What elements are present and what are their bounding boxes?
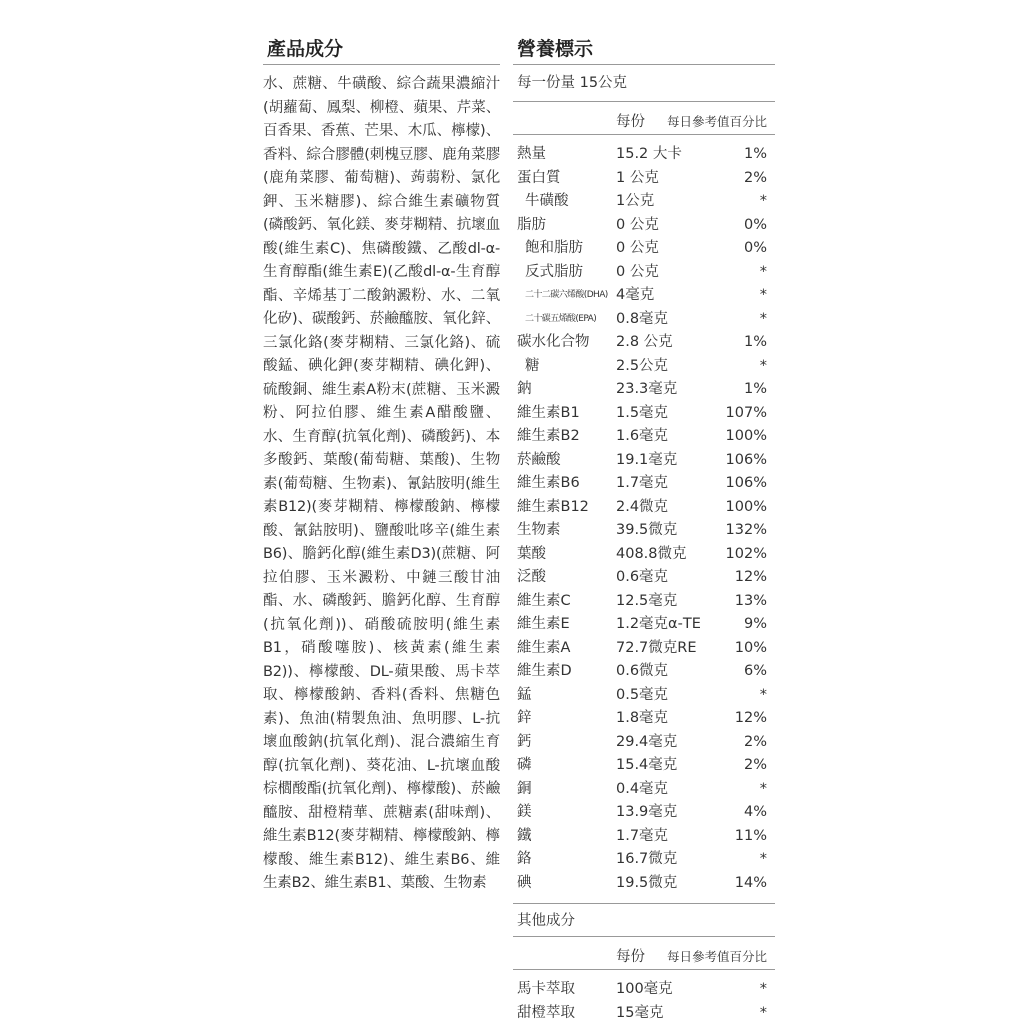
nutrient-name: 維生素D (517, 663, 572, 679)
nutrient-daily-value: 9% (743, 616, 767, 632)
nutrient-name: 飽和脂肪 (525, 240, 583, 256)
nutrition-column (513, 34, 775, 1033)
nutrient-daily-value: 132% (725, 522, 767, 538)
nutrient-daily-value: 106% (725, 451, 767, 468)
other-ingredients-title: 其他成分 (517, 913, 575, 929)
nutrient-name: 維生素B2 (517, 428, 580, 444)
nutrient-name: 糖 (525, 357, 540, 374)
nutrient-name: 生物素 (517, 522, 561, 538)
nutrient-amount: 4毫克 (616, 287, 655, 303)
nutrient-daily-value: 12% (734, 710, 767, 726)
table-row (513, 778, 775, 802)
nutrient-name: 碘 (517, 874, 532, 891)
table-row (513, 978, 775, 1002)
nutrient-name: 錳 (517, 686, 532, 703)
nutrient-amount: 0.5毫克 (616, 686, 669, 703)
nutrition-column-header (513, 102, 775, 134)
table-row (513, 143, 775, 167)
nutrient-name: 葉酸 (517, 545, 546, 562)
nutrient-amount: 15.2 大卡 (616, 146, 682, 162)
table-row (513, 613, 775, 637)
nutrient-name: 維生素E (517, 616, 570, 632)
table-row (513, 214, 775, 238)
nutrient-amount: 2.5公克 (616, 357, 669, 374)
nutrient-amount: 13.9毫克 (616, 804, 678, 820)
nutrient-amount: 100毫克 (616, 981, 673, 997)
nutrient-name: 牛磺酸 (525, 193, 569, 209)
ingredients-title: 產品成分 (267, 38, 344, 60)
nutrient-amount: 72.7微克RE (616, 639, 697, 656)
table-row (513, 449, 775, 473)
nutrient-amount: 1.8毫克 (616, 710, 669, 726)
nutrient-daily-value: 4% (743, 804, 767, 820)
nutrient-daily-value: * (759, 287, 767, 303)
nutrient-amount: 12.5毫克 (616, 592, 678, 609)
nutrient-daily-value: 1% (743, 381, 767, 397)
table-row (513, 754, 775, 778)
nutrient-amount: 1.7毫克 (616, 827, 669, 844)
table-row (513, 731, 775, 755)
nutrient-daily-value: 107% (725, 404, 767, 421)
nutrient-name: 鐵 (517, 827, 532, 844)
nutrient-name: 馬卡萃取 (517, 981, 575, 997)
nutrient-amount: 0.6毫克 (616, 569, 669, 585)
nutrient-daily-value: 102% (725, 545, 767, 562)
table-row (513, 848, 775, 872)
per-serving-header: 每份 (616, 114, 645, 130)
table-row (513, 355, 775, 379)
nutrient-amount: 1公克 (616, 193, 655, 209)
table-row (513, 261, 775, 285)
nutrient-amount: 0.6微克 (616, 663, 669, 679)
nutrient-amount: 19.5微克 (616, 874, 678, 891)
nutrient-amount: 16.7微克 (616, 851, 678, 867)
nutrient-amount: 15毫克 (616, 1004, 664, 1021)
nutrient-daily-value: 6% (743, 663, 767, 679)
nutrition-table (513, 135, 775, 903)
table-row (513, 402, 775, 426)
nutrient-daily-value: 100% (725, 428, 767, 444)
table-row (513, 825, 775, 849)
nutrient-name: 蛋白質 (517, 169, 561, 186)
nutrient-amount: 39.5微克 (616, 522, 678, 538)
table-row (513, 308, 775, 332)
table-row (513, 566, 775, 590)
nutrient-name: 維生素A (517, 639, 571, 656)
other-daily-value-header: 每日參考值百分比 (666, 949, 767, 964)
nutrient-name: 鈉 (517, 381, 532, 397)
nutrient-amount: 0 公克 (616, 216, 659, 233)
nutrient-name: 熱量 (517, 146, 546, 162)
nutrient-daily-value: * (759, 357, 767, 374)
nutrient-name: 碳水化合物 (517, 334, 590, 350)
nutrient-daily-value: 1% (743, 146, 767, 162)
nutrient-amount: 1.2毫克α-TE (616, 616, 701, 632)
nutrient-daily-value: 0% (743, 216, 767, 233)
nutrient-name: 二十碳五烯酸(EPA) (525, 313, 597, 324)
nutrient-amount: 0 公克 (616, 240, 659, 256)
nutrient-name: 鎂 (517, 804, 532, 820)
nutrient-name: 維生素B6 (517, 475, 580, 491)
nutrient-daily-value: 1% (743, 334, 767, 350)
nutrient-amount: 29.4毫克 (616, 733, 678, 750)
table-row (513, 543, 775, 567)
table-row (513, 519, 775, 543)
table-row (513, 331, 775, 355)
nutrient-daily-value: 10% (734, 639, 767, 656)
nutrient-daily-value: 13% (734, 592, 767, 609)
serving-size: 每一份量 15公克 (517, 75, 628, 91)
table-row (513, 190, 775, 214)
table-row (513, 872, 775, 896)
nutrient-daily-value: * (759, 193, 767, 209)
table-row (513, 590, 775, 614)
nutrient-daily-value: 2% (743, 733, 767, 750)
nutrient-amount: 2.4微克 (616, 498, 669, 515)
other-per-serving-header: 每份 (616, 949, 645, 965)
nutrient-daily-value: * (759, 686, 767, 703)
nutrient-daily-value: * (759, 851, 767, 867)
nutrient-name: 維生素B12 (517, 498, 589, 515)
table-row (513, 496, 775, 520)
nutrient-daily-value: 0% (743, 240, 767, 256)
nutrient-daily-value: 106% (725, 475, 767, 491)
table-row (513, 425, 775, 449)
nutrient-name: 鉻 (517, 851, 532, 867)
nutrient-amount: 23.3毫克 (616, 381, 678, 397)
nutrient-name: 泛酸 (517, 569, 546, 585)
nutrient-daily-value: * (759, 981, 767, 997)
table-row (513, 378, 775, 402)
nutrient-name: 維生素C (517, 592, 571, 609)
table-row (513, 707, 775, 731)
nutrient-name: 甜橙萃取 (517, 1004, 575, 1021)
nutrient-daily-value: 11% (734, 827, 767, 844)
table-row (513, 237, 775, 261)
nutrient-name: 維生素B1 (517, 404, 580, 421)
nutrient-amount: 408.8微克 (616, 545, 687, 562)
nutrient-amount: 19.1毫克 (616, 451, 678, 468)
nutrient-daily-value: 2% (743, 757, 767, 773)
nutrient-daily-value: * (759, 1004, 767, 1021)
nutrient-name: 二十二碳六烯酸(DHA) (525, 290, 608, 300)
nutrient-daily-value: 2% (743, 169, 767, 186)
table-row (513, 801, 775, 825)
nutrient-amount: 1.5毫克 (616, 404, 669, 421)
nutrient-amount: 2.8 公克 (616, 334, 673, 350)
nutrient-name: 鈣 (517, 733, 532, 750)
nutrient-amount: 1 公克 (616, 169, 659, 186)
nutrient-amount: 15.4毫克 (616, 757, 678, 773)
nutrient-daily-value: * (759, 780, 767, 797)
nutrient-name: 反式脂肪 (525, 263, 583, 280)
nutrient-daily-value: 12% (734, 569, 767, 585)
other-column-header (513, 937, 775, 969)
table-row (513, 637, 775, 661)
nutrient-name: 磷 (517, 757, 532, 773)
table-row (513, 284, 775, 308)
nutrient-daily-value: * (759, 263, 767, 280)
nutrient-amount: 0 公克 (616, 263, 659, 280)
nutrient-amount: 1.6毫克 (616, 428, 669, 444)
nutrient-amount: 1.7毫克 (616, 475, 669, 491)
ingredients-text: 水、蔗糖、牛磺酸、綜合蔬果濃縮汁(胡蘿蔔、鳳梨、柳橙、蘋果、芹菜、百香果、香蕉、芒果、木瓜、檸檬)、香料、綜合膠體(刺槐豆膠、鹿角菜膠(鹿角菜膠、葡萄糖)、蒟蒻粉、氯化鉀、玉米糖膠)、綜合維生素礦物質(磷酸鈣、氧化鎂、麥芽糊精、抗壞血酸(維生素C)、焦磷酸鐵、乙酸dl-α-生育醇酯(維生素E)(乙酸dl-α-生育醇酯、辛烯基丁二酸鈉澱粉、水、二氧化矽)、碳酸鈣、菸鹼醯胺、氧化鋅、三氯化鉻(麥芽糊精、三氯化鉻)、硫酸錳、碘化鉀(麥芽糊精、碘化鉀)、硫酸銅、維生素A粉末(蔗糖、玉米澱粉、阿拉伯膠、維生素A醋酸鹽、水、生育醇(抗氧化劑)、磷酸鈣)、本多酸鈣、葉酸(葡萄糖、葉酸)、生物素(葡萄糖、生物素)、氰鈷胺明(維生素B12)(麥芽糊精、檸檬酸鈉、檸檬酸、氰鈷胺明)、鹽酸吡哆辛(維生素B6)、膽鈣化醇(維生素D3)(蔗糖、阿拉伯膠、玉米澱粉、中鏈三酸甘油酯、水、磷酸鈣、膽鈣化醇、生育醇(抗氧化劑))、硝酸硫胺明(維生素B1，硝酸噻胺)、核黃素(維生素B2))、檸檬酸、DL-蘋果酸、馬卡萃取、檸檬酸鈉、香料(香料、焦糖色素)、魚油(精製魚油、魚明膠、L-抗壞血酸鈉(抗氧化劑)、混合濃縮生育醇(抗氧化劑)、葵花油、L-抗壞血酸棕櫚酸酯(抗氧化劑)、檸檬酸)、菸鹼醯胺、甜橙精華、蔗糖素(甜味劑)、維生素B12(麥芽糊精、檸檬酸鈉、檸檬酸、維生素B12)、維生素B6、維生素B2、維生素B1、葉酸、生物素 (263, 76, 500, 891)
table-row (513, 660, 775, 684)
table-row (513, 167, 775, 191)
nutrient-amount: 0.4毫克 (616, 780, 669, 797)
nutrient-daily-value: 100% (725, 498, 767, 515)
nutrient-name: 鋅 (517, 710, 532, 726)
nutrient-daily-value: * (759, 310, 767, 327)
daily-value-header: 每日參考值百分比 (666, 114, 767, 129)
nutrition-title: 營養標示 (517, 38, 594, 60)
ingredients-column (263, 34, 500, 896)
table-row (513, 1002, 775, 1026)
nutrient-name: 菸鹼酸 (517, 451, 561, 468)
nutrient-amount: 0.8毫克 (616, 310, 669, 327)
nutrient-daily-value: 14% (734, 874, 767, 891)
table-row (513, 684, 775, 708)
nutrient-name: 銅 (517, 780, 532, 797)
nutrient-name: 脂肪 (517, 216, 546, 233)
table-row (513, 472, 775, 496)
